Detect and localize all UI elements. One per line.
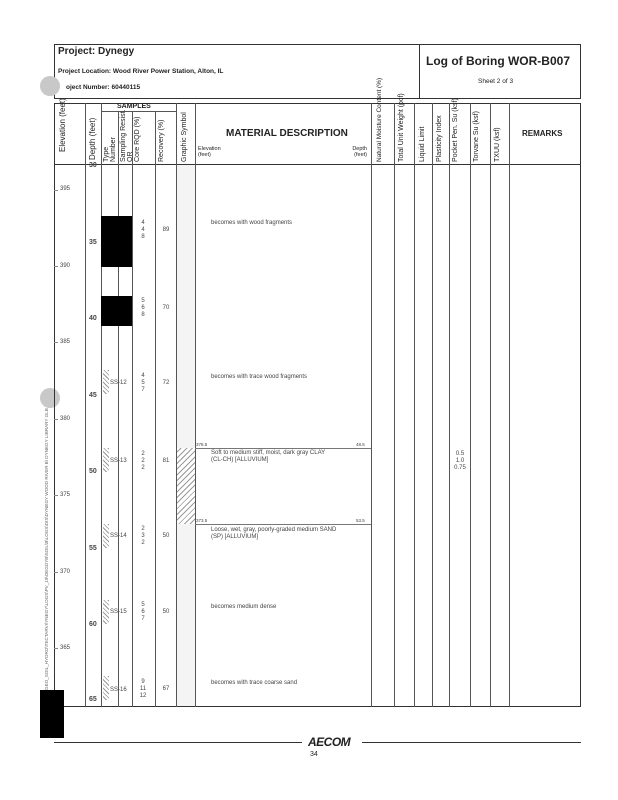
blow-count: 2: [141, 540, 145, 546]
description: becomes with trace coarse sand: [211, 680, 298, 686]
tick: [54, 342, 58, 343]
aecom-logo: AECOM: [308, 735, 351, 749]
col-line: [195, 103, 196, 707]
sample-id: SS-13: [110, 458, 127, 464]
description: becomes medium dense: [211, 604, 277, 610]
blow-count: 11: [139, 686, 147, 692]
strata-depth: 48.5: [356, 442, 365, 447]
blow-count: 8: [141, 312, 145, 318]
col-line: [470, 103, 471, 707]
header-rule: [54, 164, 581, 165]
description: (SP) [ALLUVIUM]: [211, 534, 259, 540]
elevation-label: 385: [60, 339, 71, 345]
redaction-block: [101, 296, 132, 326]
sample-id: SS-14: [110, 533, 127, 539]
blow-count: 2: [141, 526, 145, 532]
tick: [54, 495, 58, 496]
sample-id: SS-12: [110, 380, 127, 386]
recovery-header: Recovery (%): [158, 119, 165, 162]
blow-count: 4: [141, 227, 145, 233]
elevation-label: 365: [60, 645, 71, 651]
blow-count: 6: [141, 609, 145, 615]
redaction-block: [40, 690, 64, 738]
strata-elevation: 373.5: [196, 518, 208, 523]
recovery-value: 70: [162, 305, 170, 311]
elevation-label: 395: [60, 186, 71, 192]
recovery-value: 50: [162, 609, 170, 615]
depth-label: 45: [89, 392, 97, 399]
strata-line: [195, 524, 371, 525]
description: becomes with trace wood fragments: [211, 374, 308, 380]
sample-hatch: [103, 676, 109, 700]
col-line: [509, 103, 510, 707]
description: (CL-CH) [ALLUVIUM]: [211, 457, 269, 463]
col-line: [132, 111, 133, 707]
sampling-resist-header: Sampling Resist.: [120, 109, 127, 162]
sample-id: SS-16: [110, 687, 127, 693]
sample-hatch: [103, 600, 109, 624]
moisture-header: Natural Moisture Content (%): [376, 77, 383, 162]
tick: [54, 419, 58, 420]
pocket-pen-value: 0.75: [454, 465, 466, 471]
footer-rule-left: [54, 742, 302, 743]
pocket-pen-value: 1.0: [455, 458, 465, 464]
blow-count: 12: [139, 693, 147, 699]
pocket-pen-header: Pocket Pen. Su (ksf): [452, 98, 459, 162]
col-line: [85, 103, 86, 707]
depth-label: 60: [89, 621, 97, 628]
col-line: [449, 103, 450, 707]
col-line: [118, 111, 119, 707]
tick: [54, 190, 58, 191]
type-header: Type: [103, 146, 110, 162]
sheet-number: Sheet 2 of 3: [478, 78, 514, 85]
depth-label: 40: [89, 315, 97, 322]
elevation-label: 390: [60, 263, 71, 269]
header-divider: [419, 44, 420, 99]
or-header: OR: [127, 151, 134, 162]
col-line: [371, 103, 372, 707]
log-table: [54, 103, 581, 707]
blow-count: 3: [141, 533, 145, 539]
blow-count: 7: [141, 616, 145, 622]
log-title: Log of Boring WOR-B007: [426, 54, 570, 68]
description: Loose, wet, gray, poorly-graded medium SAND: [211, 527, 337, 533]
depth-label: 30: [89, 162, 97, 169]
depth-label: 50: [89, 468, 97, 475]
blow-count: 2: [141, 458, 145, 464]
blow-count: 4: [141, 373, 145, 379]
side-file-path: GEO_SOIL_HYDRO\TECTARVI\YNEGY\LOGS\PV_19\OEGDYB\SOIL\B\LOGS\DIS\DYNEGY WOOD RIVER B\ DYNEGY LIBRARY GLB: [44, 408, 49, 690]
tick: [54, 572, 58, 573]
strata-elevation: 378.5: [196, 442, 208, 447]
recovery-value: 89: [162, 227, 170, 233]
unit-weight-header: Total Unit Weight (pcf): [398, 93, 405, 162]
project-location: Project Location: Wood River Power Station, Alton, IL: [58, 68, 224, 75]
col-line: [394, 103, 395, 707]
graphic-header: Graphic Symbol: [181, 112, 188, 162]
samples-header: SAMPLES: [117, 103, 151, 110]
page-number: 34: [310, 751, 318, 758]
depth-label: 65: [89, 696, 97, 703]
blow-count: 5: [141, 298, 145, 304]
recovery-value: 67: [162, 686, 170, 692]
elevation-label: 370: [60, 569, 71, 575]
tick: [54, 266, 58, 267]
blow-count: 2: [141, 465, 145, 471]
sand-graphic: [177, 524, 195, 706]
txuu-header: TXUU (ksf): [494, 127, 501, 162]
strata-line: [195, 448, 371, 449]
sample-id: SS-15: [110, 609, 127, 615]
depth-subheader: Depth (feet): [352, 146, 367, 158]
elevation-label: 375: [60, 492, 71, 498]
elevation-header: Elevation (feet): [58, 98, 67, 152]
recovery-value: 72: [162, 380, 170, 386]
project-number: oject Number: 60440115: [66, 84, 141, 91]
blow-count: 8: [141, 234, 145, 240]
core-rqd-header: Core RQD (%): [134, 116, 141, 162]
plasticity-header: Plasticity Index: [436, 115, 443, 162]
number-header: Number: [110, 137, 117, 162]
sample-hatch: [103, 370, 109, 394]
elevation-label: 380: [60, 416, 71, 422]
col-line: [101, 103, 102, 707]
blow-count: 6: [141, 305, 145, 311]
col-line: [414, 103, 415, 707]
redaction-block: [101, 216, 132, 267]
clay-graphic: [177, 448, 195, 524]
col-line: [432, 103, 433, 707]
tick: [54, 648, 58, 649]
samples-rule: [101, 111, 176, 112]
hole-punch: [40, 76, 60, 96]
col-line: [490, 103, 491, 707]
depth-header: Depth (feet): [88, 117, 97, 160]
blow-count: 4: [141, 220, 145, 226]
col-line: [155, 111, 156, 707]
sample-hatch: [103, 524, 109, 548]
depth-label: 55: [89, 545, 97, 552]
project-title: Project: Dynegy: [58, 46, 135, 57]
remarks-header: REMARKS: [522, 129, 563, 138]
material-header: MATERIAL DESCRIPTION: [226, 128, 348, 139]
description: becomes with wood fragments: [211, 220, 293, 226]
footer-rule-right: [362, 742, 581, 743]
pocket-pen-value: 0.5: [455, 451, 465, 457]
sample-hatch: [103, 448, 109, 472]
liquid-limit-header: Liquid Limit: [419, 126, 426, 162]
blow-count: 5: [141, 602, 145, 608]
recovery-value: 50: [162, 533, 170, 539]
recovery-value: 81: [162, 458, 170, 464]
graphic-fill-fill: [177, 165, 195, 448]
strata-depth: 53.5: [356, 518, 365, 523]
elev-subheader: Elevation (feet): [198, 146, 221, 158]
blow-count: 7: [141, 387, 145, 393]
torvane-header: Torvane Su (ksf): [473, 111, 480, 162]
description: Soft to medium stiff, moist, dark gray CLAY: [211, 450, 326, 456]
blow-count: 9: [141, 679, 145, 685]
depth-label: 35: [89, 239, 97, 246]
blow-count: 5: [141, 380, 145, 386]
blow-count: 2: [141, 451, 145, 457]
